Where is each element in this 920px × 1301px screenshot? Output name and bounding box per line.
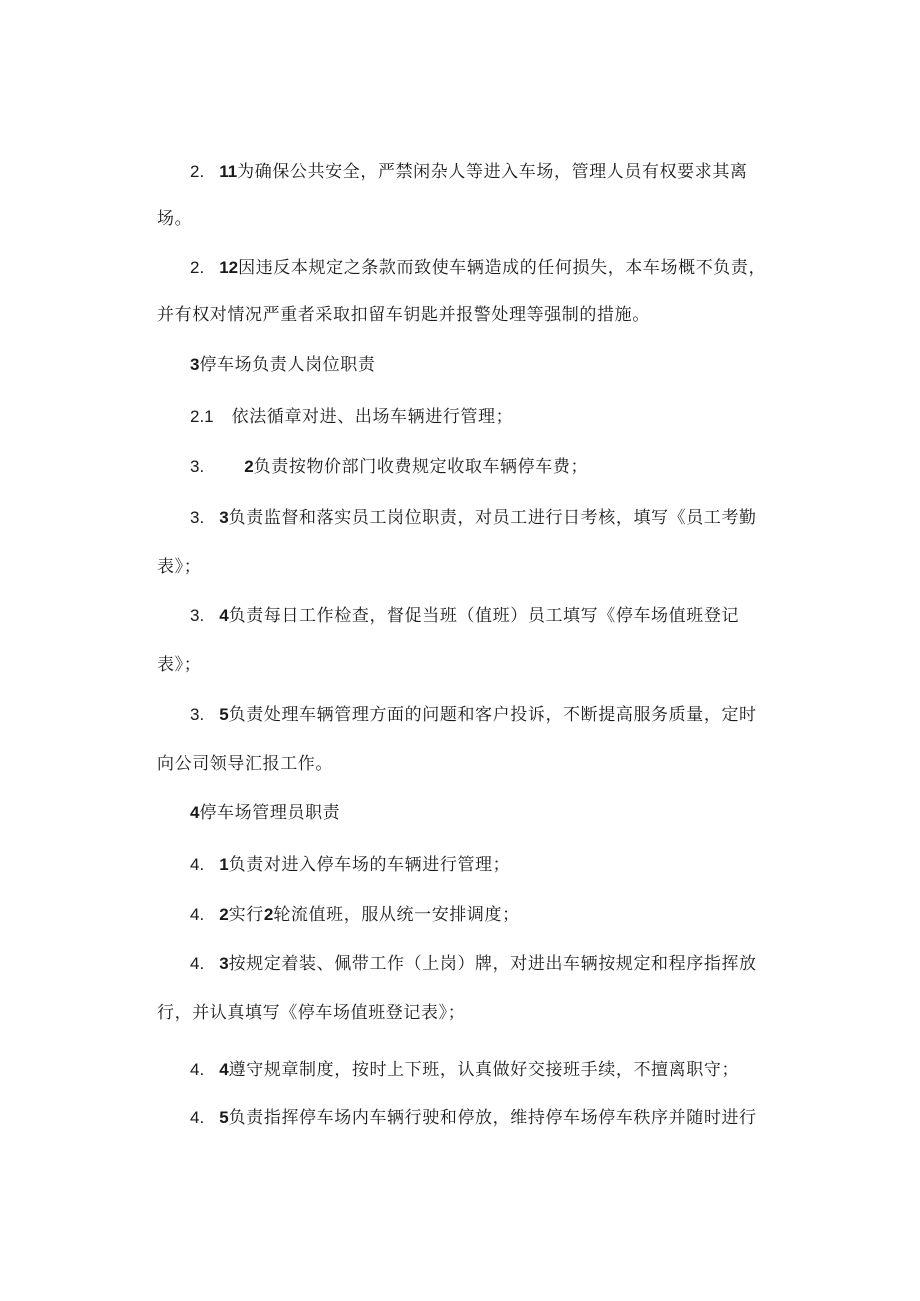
clause-text: 表》； — [157, 557, 202, 577]
section-heading-4 — [190, 801, 340, 825]
clause-2-11 — [190, 160, 748, 184]
clause-number: 3. — [190, 705, 205, 724]
clause-4-3-continued — [157, 1001, 465, 1025]
section-title: 停车场管理员职责 — [199, 803, 341, 823]
clause-number: 4. — [190, 954, 205, 973]
clause-text: 场。 — [157, 209, 193, 229]
clause-sub-number: 12 — [219, 258, 239, 277]
clause-text: 负责按物价部门收费规定收取车辆停车费； — [253, 457, 589, 477]
clause-2-11-continued — [157, 207, 192, 231]
clause-3-2 — [190, 455, 588, 479]
clause-text: 负责监督和落实员工岗位职责，对员工进行日考核，填写《员工考勤 — [228, 508, 757, 528]
clause-3-4-continued — [157, 653, 201, 677]
section-title: 停车场负责人岗位职责 — [199, 355, 376, 375]
clause-text: 负责指挥停车场内车辆行驶和停放，维持停车场停车秩序并随时进行 — [228, 1108, 757, 1128]
clause-sub-number: 5 — [219, 705, 229, 724]
clause-number: 4. — [190, 1108, 205, 1127]
clause-text: 负责处理车辆管理方面的问题和客户投诉，不断提高服务质量，定时 — [228, 705, 757, 725]
clause-sub-number: 4 — [219, 1060, 229, 1079]
clause-text: 轮流值班，服从统一安排调度； — [273, 905, 520, 925]
clause-text: 行，并认真填写《停车场值班登记表》； — [157, 1003, 466, 1023]
clause-number: 3. — [190, 508, 205, 527]
clause-3-3-continued — [157, 555, 201, 579]
clause-text: 负责对进入停车场的车辆进行管理； — [228, 855, 511, 875]
clause-text: 为确保公共安全，严禁闲杂人等进入车场，管理人员有权要求其离 — [237, 162, 748, 182]
clause-sub-number: 4 — [219, 606, 229, 625]
clause-3-5 — [190, 703, 757, 727]
clause-4-3 — [190, 952, 757, 976]
clause-text: 因违反本规定之条款而致使车辆造成的任何损失，本车场概不负责， — [238, 258, 767, 278]
clause-text: 并有权对情况严重者采取扣留车钥匙并报警处理等强制的措施。 — [157, 305, 650, 325]
section-number: 3 — [190, 355, 200, 374]
clause-2-12-continued — [157, 303, 650, 327]
clause-3-3 — [190, 506, 757, 530]
clause-number: 4. — [190, 1060, 205, 1079]
clause-2-12 — [190, 256, 766, 280]
clause-text: 负责每日工作检查，督促当班（值班）员工填写《停车场值班登记 — [228, 606, 740, 626]
clause-number: 3. — [190, 606, 205, 625]
clause-2-1 — [190, 405, 513, 429]
clause-number: 4. — [190, 905, 205, 924]
clause-text: 表》； — [157, 655, 202, 675]
clause-sub-number: 11 — [219, 162, 238, 181]
clause-3-4 — [190, 604, 739, 628]
clause-4-1 — [190, 853, 510, 877]
clause-sub-number: 1 — [219, 855, 229, 874]
section-heading-3 — [190, 353, 375, 377]
clause-sub-number: 3 — [219, 508, 229, 527]
clause-sub-number: 2 — [219, 905, 229, 924]
clause-sub-number: 3 — [219, 954, 229, 973]
clause-text: 按规定着装、佩带工作（上岗）牌，对进出车辆按规定和程序指挥放 — [228, 954, 757, 974]
clause-text: 依法循章对进、出场车辆进行管理； — [231, 407, 514, 427]
clause-4-5 — [190, 1106, 757, 1130]
clause-number: 3. — [190, 457, 205, 476]
clause-number: 2. — [190, 162, 205, 181]
clause-sub-number: 5 — [219, 1108, 229, 1127]
section-number: 4 — [190, 803, 200, 822]
clause-text: 向公司领导汇报工作。 — [157, 754, 333, 774]
clause-number: 2. — [190, 258, 205, 277]
inline-number: 2 — [263, 905, 274, 924]
clause-4-2 — [190, 903, 520, 927]
clause-text: 实行 — [228, 905, 264, 925]
clause-number: 4. — [190, 855, 205, 874]
clause-4-4 — [190, 1058, 739, 1082]
clause-3-5-continued — [157, 752, 333, 776]
clause-number: 2.1 — [190, 407, 214, 426]
clause-sub-number: 2 — [244, 457, 254, 476]
clause-text: 遵守规章制度，按时上下班，认真做好交接班手续，不擅离职守； — [228, 1060, 740, 1080]
